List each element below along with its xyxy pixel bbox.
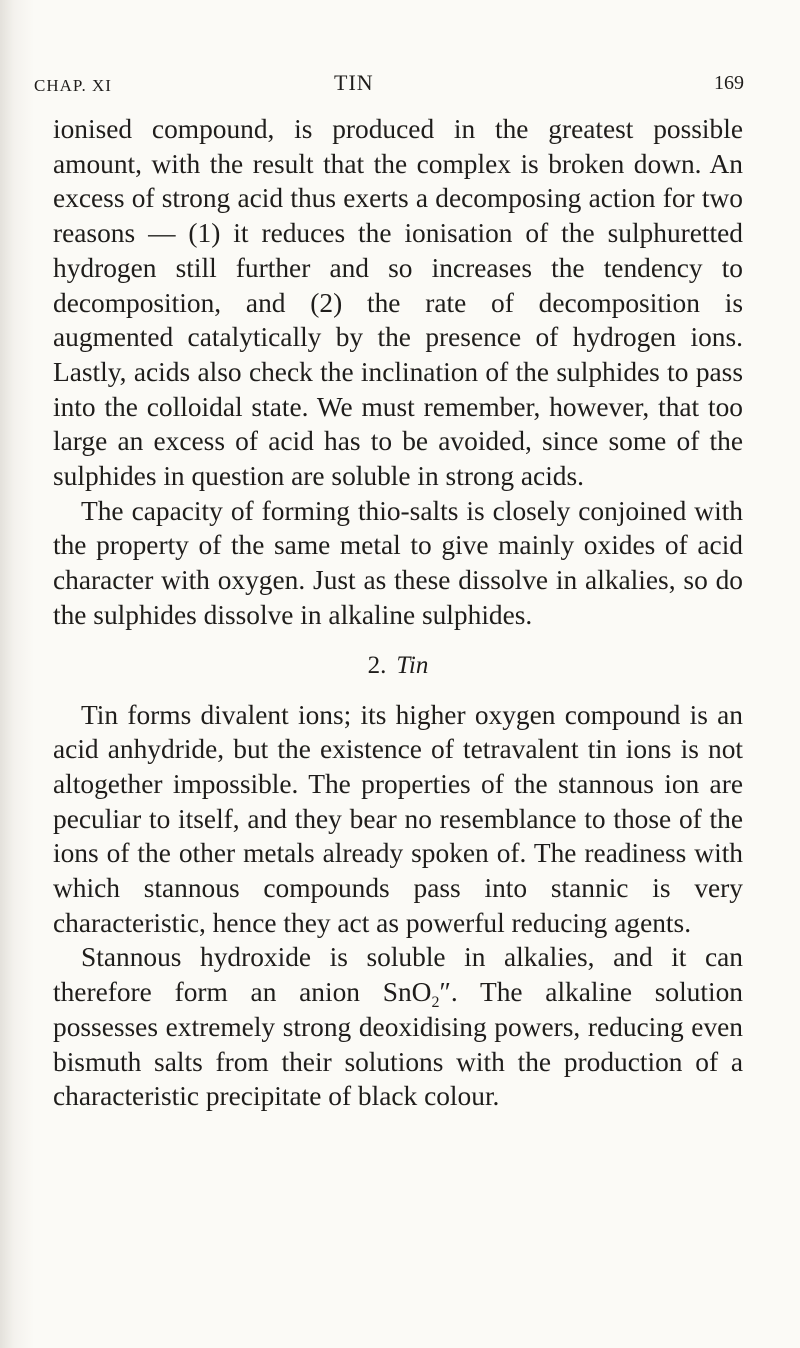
formula-subscript: 2 (431, 994, 440, 1012)
paragraph-tin-ions: Tin forms divalent ions; its higher oxygen compound is an acid anhydride, but the existence of tetravalent tin ions is not altogether impossible. The properties of the stannous ion are peculiar to itself, and they bear no resemblance to those of the ions of the other metals already spoken of. The readiness with which stannous compounds pass into stannic is very characteristic, hence they act as powerful reducing agents. (53, 699, 743, 938)
running-header (34, 66, 744, 102)
paragraph-text-end: . The alkaline solution possesses extremely strong deoxidising powers, reducing even bismuth salts from their solutions with the production of a characteristic precipitate of black colour. (53, 977, 743, 1112)
body-text (53, 112, 743, 1114)
section-title: Tin (396, 651, 429, 679)
page-number: 169 (714, 72, 744, 94)
paragraph-text-start: Stannous hydroxide is soluble in alkalies, and it can therefore form an anion (53, 942, 743, 1008)
formula-charge: ″ (439, 977, 451, 1008)
formula-base: SnO (382, 977, 432, 1008)
paragraph-continuation: ionised compound, is produced in the greatest possible amount, with the result that the complex is broken down. An excess of strong acid thus exerts a decomposing action for two reasons — (1) it reduces the ionisation of the sulphuretted hydrogen still further and so increases the tendency to decomposition, and (2) the rate of decomposition is augmented catalytically by the presence of hydrogen ions. Lastly, acids also check the inclination of the sulphides to pass into the colloidal state. We must remember, however, that too large an excess of acid has to be avoided, since some of the sulphides in question are soluble in strong acids. (53, 114, 743, 492)
paragraph-thio-salts: The capacity of forming thio-salts is closely conjoined with the property of the same metal to give mainly oxides of acid character with oxygen. Just as these dissolve in alkalies, so do the sulphides dissolve in alkaline sulphides. (53, 495, 743, 630)
chapter-label: CHAP. XI (34, 76, 112, 95)
section-number: 2. (367, 651, 387, 679)
stannite-formula (382, 977, 451, 1012)
paragraph-stannous-hydroxide (53, 940, 743, 1114)
section-heading (53, 649, 743, 683)
running-title: TIN (334, 70, 374, 95)
